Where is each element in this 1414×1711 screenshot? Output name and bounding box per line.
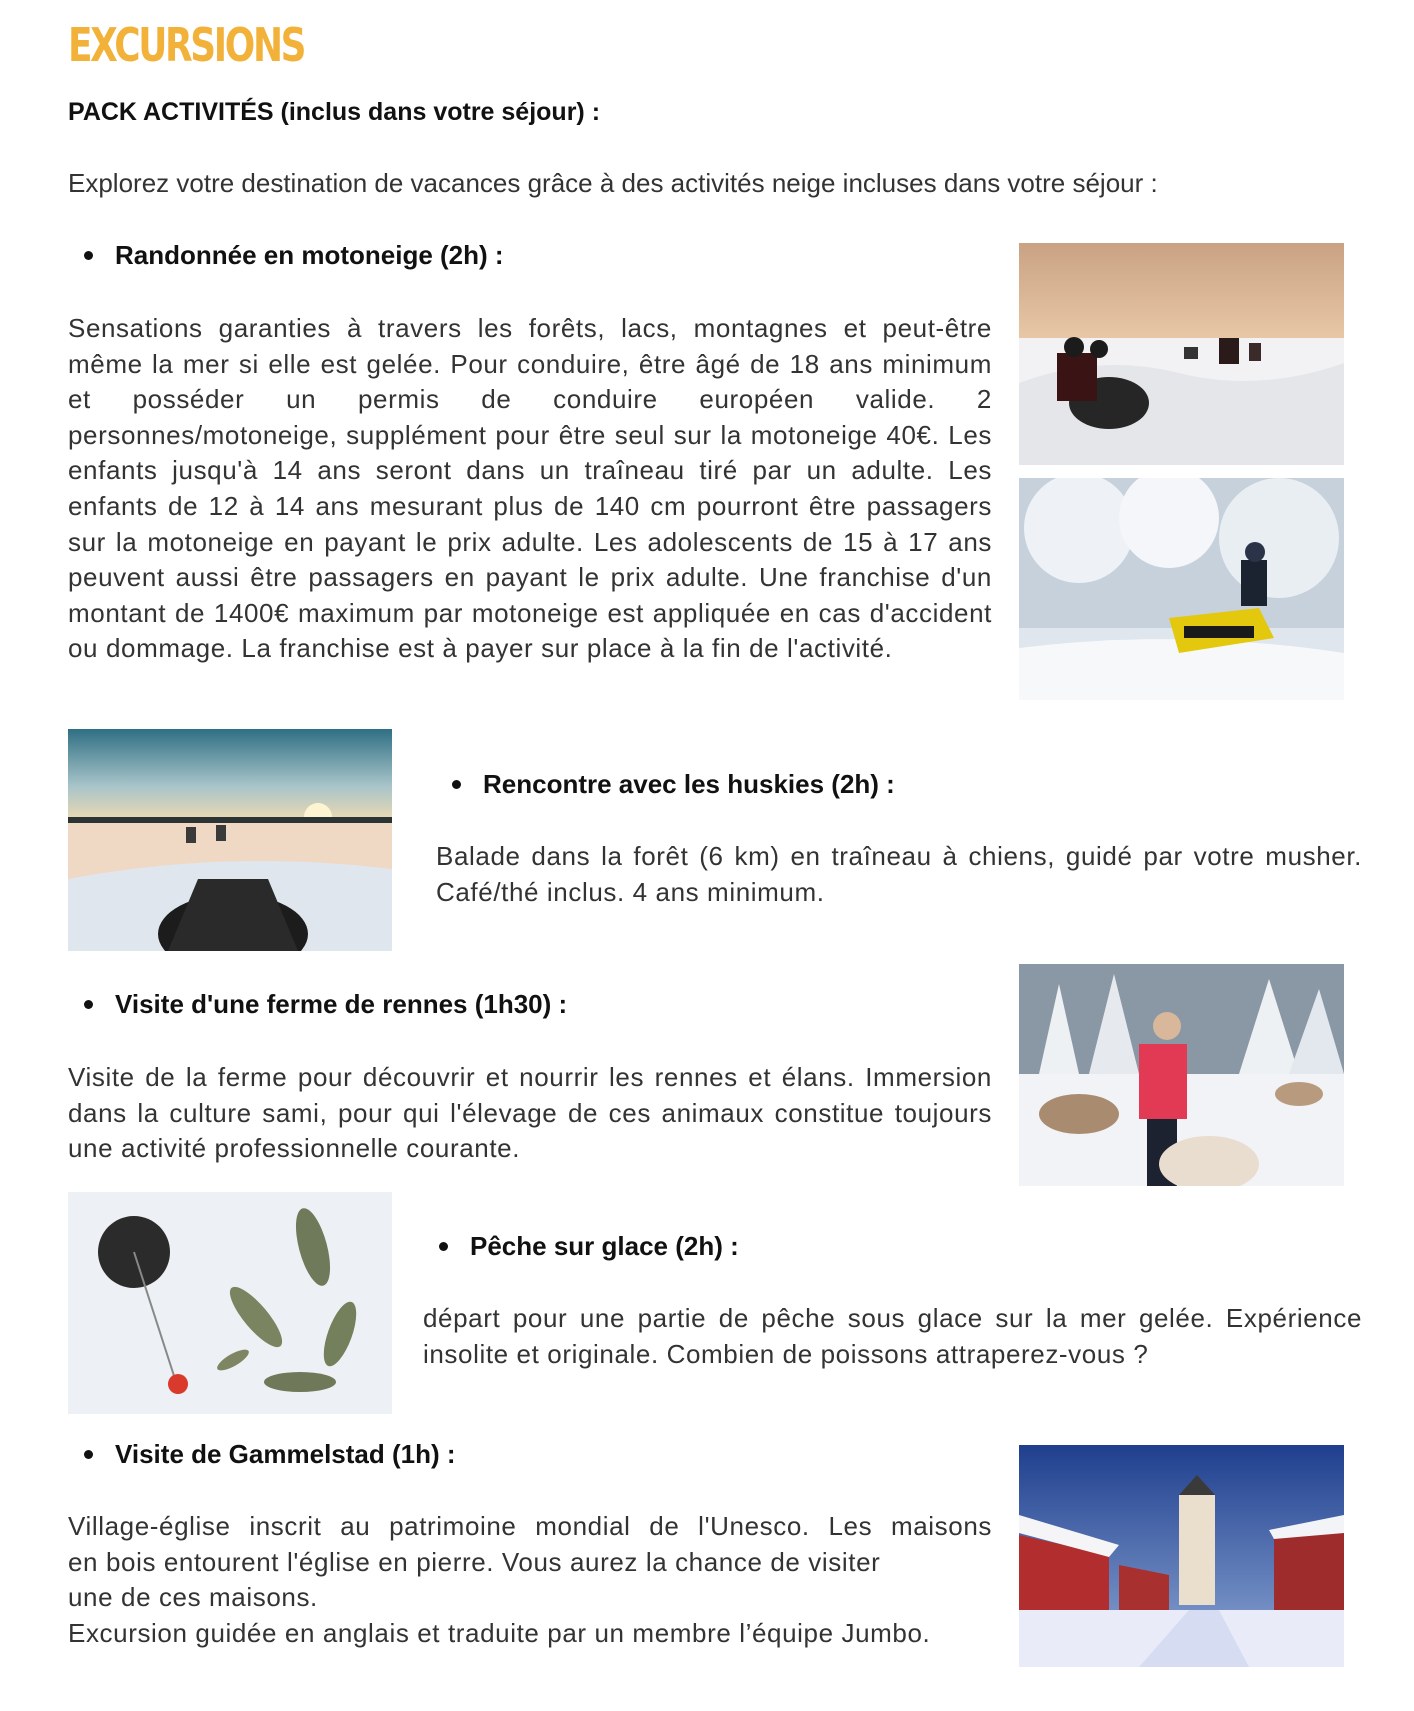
activity-description-reindeer: Visite de la ferme pour découvrir et nourrir les rennes et élans. Immersion dans la culture sami, pour qui l'élevage de ces animaux constitue toujours une activité professionnelle courante. bbox=[68, 1062, 992, 1164]
activity-title: Visite d'une ferme de rennes (1h30) : bbox=[115, 989, 568, 1019]
description-extra: Excursion guidée en anglais et traduite par un membre l’équipe Jumbo. bbox=[68, 1617, 931, 1648]
activity-title: Rencontre avec les huskies (2h) : bbox=[483, 769, 895, 799]
activity-heading-ice-fishing bbox=[439, 1231, 739, 1262]
bullet-dot bbox=[439, 1242, 448, 1251]
activity-title: Pêche sur glace (2h) : bbox=[470, 1231, 739, 1261]
activity-heading-gammelstad bbox=[84, 1439, 456, 1470]
activity-title: Visite de Gammelstad (1h) : bbox=[115, 1439, 456, 1469]
photo-snowmobile-sunset bbox=[1019, 243, 1344, 465]
description-line: en bois entourent l'église en pierre. Vous aurez la chance de visiter bbox=[68, 1546, 881, 1577]
photo-snowmobile-forest bbox=[1019, 478, 1344, 700]
page-title: EXCURSIONS bbox=[68, 18, 305, 72]
bullet-dot bbox=[84, 1450, 93, 1459]
description-line: une de ces maisons. bbox=[68, 1582, 318, 1613]
photo-dog-sled bbox=[68, 729, 392, 951]
activity-title: Randonnée en motoneige (2h) : bbox=[115, 240, 504, 270]
photo-ice-fishing bbox=[68, 1192, 392, 1414]
activity-description-snowmobile: Sensations garanties à travers les forêts, lacs, montagnes et peut-être même la mer si elle est gelée. Pour conduire, être âgé de 18 ans minimum et posséder un permis de conduire européen valide. 2 personnes/motoneige, supplément pour être seul sur la motoneige 40€. Les enfants jusqu'à 14 ans seront dans un traîneau tiré par un adulte. Les enfants de 12 à 14 ans mesurant plus de 140 cm pourront être passagers sur la motoneige en payant le prix adulte. Les adolescents de 15 à 17 ans peuvent aussi être passagers en payant le prix adulte. Une franchise d'un montant de 1400€ maximum par motoneige est appliquée en cas d'accident ou dommage. La franchise est à payer sur place à la fin de l'activité. bbox=[68, 313, 992, 664]
photo-reindeer-farm bbox=[1019, 964, 1344, 1186]
bullet-dot bbox=[84, 1000, 93, 1009]
activity-description-huskies: Balade dans la forêt (6 km) en traîneau à chiens, guidé par votre musher. Café/thé inclus. 4 ans minimum. bbox=[436, 841, 1362, 907]
activity-heading-snowmobile bbox=[84, 240, 504, 271]
photo-gammelstad-church bbox=[1019, 1445, 1344, 1667]
activity-heading-huskies bbox=[452, 769, 895, 800]
description-line: Village-église inscrit au patrimoine mondial de l'Unesco. Les maisons bbox=[68, 1511, 992, 1541]
activity-description-gammelstad bbox=[68, 1509, 992, 1651]
activity-description-ice-fishing: départ pour une partie de pêche sous glace sur la mer gelée. Expérience insolite et originale. Combien de poissons attraperez-vous ? bbox=[423, 1303, 1362, 1369]
bullet-dot bbox=[84, 251, 93, 260]
pack-heading: PACK ACTIVITÉS (inclus dans votre séjour) : bbox=[68, 98, 601, 126]
intro-text: Explorez votre destination de vacances grâce à des activités neige incluses dans votre séjour : bbox=[68, 168, 1158, 198]
activity-heading-reindeer bbox=[84, 989, 567, 1020]
bullet-dot bbox=[452, 780, 461, 789]
